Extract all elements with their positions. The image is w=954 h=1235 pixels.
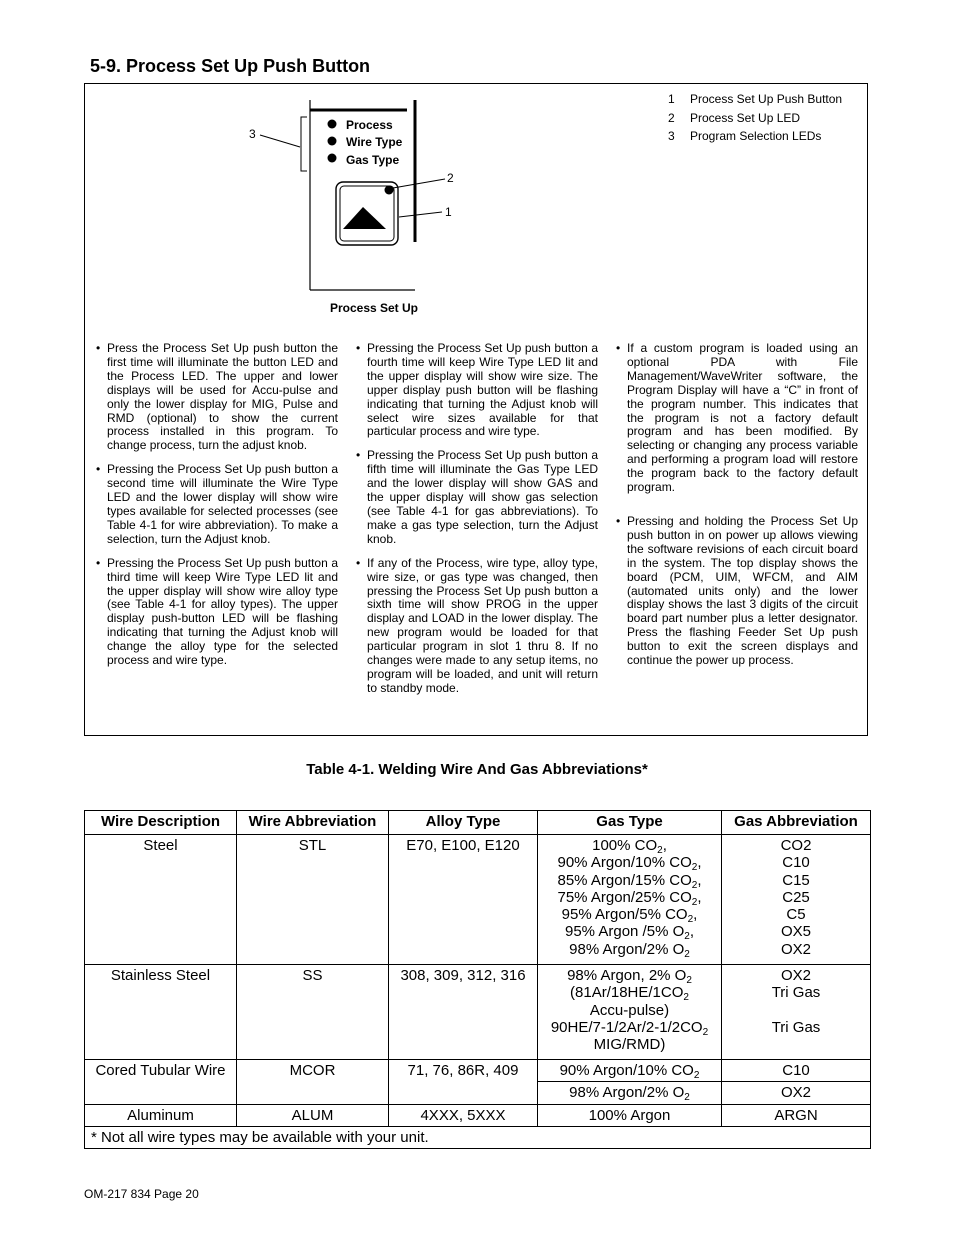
table-row [85,1060,871,1082]
table-row [85,965,871,1060]
gas-abbr-cell: OX2 [722,1082,871,1104]
bullet-paragraph: • Press the Process Set Up push button the first time will illuminate the button LED and the Process LED. The upper and lower displays will be used for Accu-pulse and only the lower display for MIG, Pulse and RMD (optional) to show the current process installed in this program. To change process, turn the adjust knob. [96,342,338,453]
cell-line: C5 [786,906,806,924]
led-label-gas-type: Gas Type [346,153,400,167]
header-gas-abbreviation: Gas Abbreviation [722,811,871,835]
table-header-row [85,811,871,835]
cell-line: CO2 [780,837,812,854]
wire-cell: Stainless Steel [85,965,237,1060]
instructions-column-1 [96,342,338,678]
cell-line: 100% $CO_2$, [592,837,667,856]
header-wire-abbreviation: Wire Abbreviation [237,811,389,835]
header-gas-type: Gas Type [538,811,722,835]
process-setup-led-icon [385,186,394,195]
cell-line: 90% Argon/10% $CO_2$, [557,854,702,874]
cell-line: Accu-pulse) [589,1001,670,1019]
callout-3: 3 [249,127,256,141]
cell-line: 85% Argon/15% $CO_2$, [557,871,702,891]
gas-cell [538,965,722,1060]
cell-line: Tri Gas [771,1018,821,1036]
gas-cell: 98% Argon/2% $O_2$ [538,1082,722,1104]
gas-abbr-cell: C10 [722,1060,871,1082]
gas-abbr-cell [722,965,871,1060]
gas-type-led-icon [328,154,337,163]
wire-type-led-icon [328,137,337,146]
header-wire-description: Wire Description [85,811,237,835]
led-label-wire-type: Wire Type [346,135,403,149]
figure-legend [668,90,842,146]
table-row [85,835,871,965]
table-row [85,1104,871,1126]
gas-cell [538,1104,722,1126]
cell-line: 100% Argon [588,1106,671,1124]
legend-item: 2 Process Set Up LED [668,110,801,125]
abbr-cell: SS [237,965,389,1060]
table-caption: Table 4-1. Welding Wire And Gas Abbreviations* [306,761,648,778]
cell-line: 98% Argon, 2% $O_2$ [567,967,692,986]
wire-cell: Aluminum [85,1104,237,1126]
cell-line: C15 [782,871,810,889]
cell-line: ARGN [774,1106,818,1124]
table-footnote: * Not all wire types may be available with your unit. [85,1126,871,1148]
cell-line: 75% Argon/25% $CO_2$, [557,888,702,908]
cell-line: $90HE/7-1/2Ar/2-1/2CO_2$ [550,1018,709,1038]
section-title: 5-9. Process Set Up Push Button [90,56,371,76]
cell-line: ($81Ar/18HE/1CO_2$ [570,984,689,1004]
instructions-column-2 [356,342,598,706]
cell-line: OX2 [780,940,811,958]
cell-line: C25 [782,888,810,906]
abbr-cell: MCOR [237,1060,389,1105]
bullet-paragraph: • Pressing and holding the Process Set Up push button in on power up allows viewing the software revisions of each circuit board in the system. The top display shows the board (PCM, UIM, WFCM, and AIM (automated units only) and the lower display shows the last 3 digits of the circuit board part number plus a letter designator. Press the flashing Feeder Set Up push button to exit the screen displays and continue the power up process. [616,515,858,668]
led-label-process: Process [346,118,393,132]
gas-abbr-cell [722,1104,871,1126]
process-led-icon [328,120,337,129]
bullet-paragraph: • Pressing the Process Set Up push button a fifth time will illuminate the Gas Type LED and the lower display will show GAS and the upper display will show gas selection (see Table 4-1 for gas abbreviations). To make a gas type selection, turn the Adjust knob. [356,449,598,546]
figure-caption: Process Set Up [329,301,419,315]
cell-line: OX5 [780,923,811,941]
wire-cell: Cored Tubular Wire [85,1060,237,1105]
cell-line: 98% Argon/2% $O_2$ [569,940,690,960]
cell-line: Tri Gas [771,984,821,1002]
bullet-paragraph: • If any of the Process, wire type, alloy type, wire size, or gas type was changed, then pressing the Process Set Up push button a sixth time will show PROG in the upper display and LOAD in the lower display. The new program would be loaded for that particular program in slot 1 thru 8. If no changes were made to any setup items, no program will be loaded, and unit will return to standby mode. [356,557,598,696]
table-footnote-row [85,1126,871,1148]
bullet-paragraph: • Pressing the Process Set Up push button a second time will illuminate the Wire Type LED and the lower display will show wire types available for selected processes (see Table 4-1 for wire abbreviation). To make a selection, turn the Adjust knob. [96,463,338,546]
abbr-cell: STL [237,835,389,965]
header-alloy-type: Alloy Type [389,811,538,835]
cell-line: OX2 [780,967,811,984]
cell-line: 95% Argon/5% $CO_2$, [561,906,698,926]
abbr-cell: ALUM [237,1104,389,1126]
bullet-paragraph: • Pressing the Process Set Up push button a fourth time will keep Wire Type LED lit and the upper display will show wire size. The upper display push button will be flashing indicating that turning the Adjust knob will select wire sizes available for that particular process and wire type. [356,342,598,439]
gas-abbr-cell [722,835,871,965]
alloy-cell: E70, E100, E120 [389,835,538,965]
callout-2: 2 [447,171,454,185]
bullet-paragraph: • Pressing the Process Set Up push button a third time will keep Wire Type LED lit and the upper display will show wire alloy type (see Table 4-1 for alloy types). The upper display push-button LED will be flashing indicating that turning the Adjust knob will change the alloy type for the selected process and wire type. [96,557,338,668]
bullet-paragraph: • If a custom program is loaded using an optional PDA with File Management/WaveWriter software, the Program Display will have a “C” in front of the program number. This indicates that the program is not a factory default program and has been modified. By selecting or changing any process variable and performing a program load will restore the program back to the factory default program. [616,342,858,495]
gas-cell [538,835,722,965]
wire-gas-table [84,810,871,1149]
gas-cell: 90% Argon/10% $CO_2$ [538,1060,722,1082]
cell-line [726,1002,866,1019]
cell-line: MIG/RMD) [593,1036,666,1054]
process-setup-diagram [240,95,470,325]
instructions-column-3 [616,342,858,688]
alloy-cell: 71, 76, 86R, 409 [389,1060,538,1105]
cell-line: C10 [782,854,810,872]
page-footer: OM-217 834 Page 20 [84,1187,199,1201]
callout-1: 1 [445,205,452,219]
wire-cell: Steel [85,835,237,965]
alloy-cell: 308, 309, 312, 316 [389,965,538,1060]
legend-item: 1 Process Set Up Push Button [668,92,843,106]
legend-item: 3 Program Selection LEDs [668,129,822,143]
cell-line: 95% Argon /5% $O_2$, [565,923,694,943]
alloy-cell: 4XXX, 5XXX [389,1104,538,1126]
